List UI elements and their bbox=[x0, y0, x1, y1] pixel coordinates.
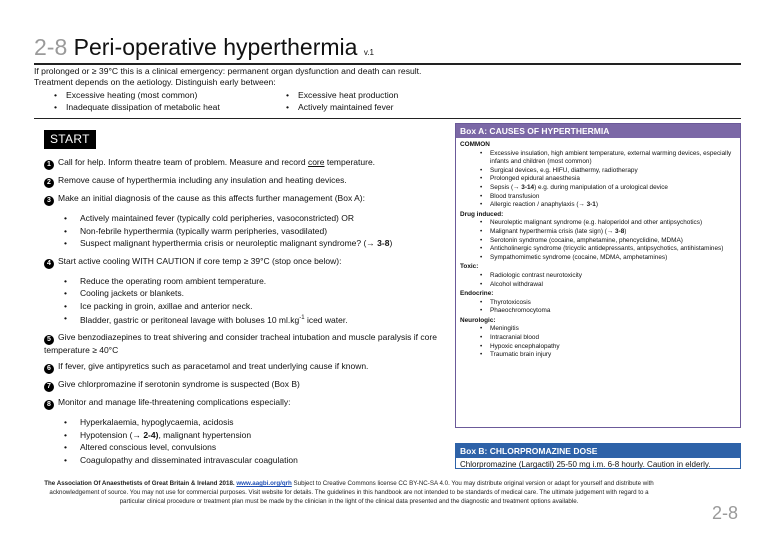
title-text: Peri-operative hyperthermia bbox=[73, 34, 358, 60]
list-item: • Suspect malignant hyperthermia crisis or neuroleptic malignant syndrome? (→ 3-8) bbox=[64, 237, 444, 250]
list-item: • Hypotension (→ 2-4), malignant hypertension bbox=[64, 429, 444, 442]
box-b-body: Chlorpromazine (Largactil) 25-50 mg i.m. 6-8 hourly. Caution in elderly. bbox=[460, 460, 711, 469]
list-item: • Meningitis bbox=[480, 325, 736, 334]
start-label: START bbox=[44, 130, 96, 149]
list-item: • Actively maintained fever (typically cold peripheries, vasoconstricted) OR bbox=[64, 212, 444, 225]
step-number-badge: 1 bbox=[44, 160, 54, 170]
steps-list bbox=[44, 157, 444, 472]
footer-text: Subject to Creative Commons license CC BY-NC-SA 4.0. You may distribute original version or adapt for yourself and distribute with acknowledgement of source. You may not use for commercial purposes. Visit website for details. The guidelines in this handbook are not intended to be standards of medical care. The ultimate judgement with regard to a particular clinical procedure or treatment plan must be made by the clinician in the light of the clinical data presented and the diagnostic and treatment options available. bbox=[49, 480, 654, 505]
box-b-header: Box B: CHLORPROMAZINE DOSE bbox=[456, 444, 740, 458]
intro-line-1: If prolonged or ≥ 39°C this is a clinical emergency: permanent organ dysfunction and death can result. bbox=[34, 66, 422, 76]
step-4: 4 Start active cooling WITH CAUTION if core temp ≥ 39°C (stop once below): • Reduce the operating room ambient temperature. • Cooling jackets or blankets. • Ice packing in groin, axillae and anterior neck. • Bladder, gastric or peritoneal lavage with boluses 10 $ml.kg^{-1}$ iced water. bbox=[44, 256, 444, 327]
step-2: 2 Remove cause of hyperthermia including any insulation and heating devices. bbox=[44, 175, 444, 188]
intro-line-2: Treatment depends on the aetiology. Distinguish early between: bbox=[34, 77, 276, 87]
step-number-badge: 6 bbox=[44, 364, 54, 374]
box-a-body bbox=[456, 138, 740, 362]
step-7: 7 Give chlorpromazine if serotonin syndrome is suspected (Box B) bbox=[44, 379, 444, 392]
list-item: • Intracranial blood bbox=[480, 334, 736, 343]
footer-link[interactable]: www.aagbi.org/qrh bbox=[236, 480, 292, 487]
list-item: • Sympathomimetic syndrome (cocaine, MDMA, amphetamines) bbox=[480, 254, 736, 263]
list-item: • Surgical devices, e.g. HIFU, diathermy, radiotherapy bbox=[480, 167, 736, 176]
list-item: • Hypoxic encephalopathy bbox=[480, 343, 736, 352]
box-a-causes bbox=[455, 123, 741, 428]
page-title bbox=[34, 34, 374, 66]
title-number: 2-8 bbox=[34, 34, 68, 60]
step-number-badge: 4 bbox=[44, 259, 54, 269]
list-item: • Malignant hyperthermia crisis (late sign) (→ 3-8) bbox=[480, 228, 736, 237]
box-b-dose bbox=[455, 443, 741, 469]
list-item: • Sepsis (→ 3-14) e.g. during manipulation of a urological device bbox=[480, 184, 736, 193]
list-item: • Non-febrile hyperthermia (typically warm peripheries, vasodilated) bbox=[64, 225, 444, 238]
category-label: Endocrine: bbox=[460, 290, 494, 298]
intro-bullets bbox=[54, 89, 741, 113]
category-label: Neurologic: bbox=[460, 316, 496, 324]
step-8: 8 Monitor and manage life-threatening complications especially: • Hyperkalaemia, hypoglycaemia, acidosis • Hypotension (→ 2-4), malignant hypertension • Altered conscious level, convulsions • Coagulopathy and disseminated intravascular coagulation bbox=[44, 397, 444, 466]
list-item: • Thyrotoxicosis bbox=[480, 299, 736, 308]
intro-bullet: • Inadequate dissipation of metabolic heat bbox=[54, 101, 286, 113]
step-6: 6 If fever, give antipyretics such as paracetamol and treat underlying cause if known. bbox=[44, 361, 444, 374]
list-item: • Radiologic contrast neurotoxicity bbox=[480, 272, 736, 281]
category-label: Drug induced: bbox=[460, 210, 504, 218]
list-item: • Anticholinergic syndrome (tricyclic antidepressants, antipsychotics, antihistamines) bbox=[480, 245, 736, 254]
list-item: • Bladder, gastric or peritoneal lavage with boluses 10 $ml.kg^{-1}$ iced water. bbox=[64, 312, 444, 326]
footer-org: The Association Of Anaesthetists of Great Britain & Ireland 2018. bbox=[44, 480, 235, 487]
intro-divider bbox=[34, 118, 741, 119]
list-item: • Serotonin syndrome (cocaine, amphetamine, phencyclidine, MDMA) bbox=[480, 237, 736, 246]
step-number-badge: 3 bbox=[44, 196, 54, 206]
category-label: COMMON bbox=[460, 141, 490, 148]
step-8-bullets bbox=[64, 416, 444, 466]
intro-bullet: • Actively maintained fever bbox=[286, 101, 518, 113]
step-4-bullets bbox=[64, 275, 444, 327]
list-item: • Traumatic brain injury bbox=[480, 351, 736, 360]
step-5: 5 Give benzodiazepines to treat shivering and consider tracheal intubation and muscle paralysis if core temperature ≥ 40°C bbox=[44, 332, 437, 356]
step-number-badge: 7 bbox=[44, 382, 54, 392]
step-3-bullets bbox=[64, 212, 444, 250]
step-1: 1 Call for help. Inform theatre team of problem. Measure and record core temperature. bbox=[44, 157, 444, 170]
list-item: • Hyperkalaemia, hypoglycaemia, acidosis bbox=[64, 416, 444, 429]
intro-bullet: • Excessive heating (most common) bbox=[54, 89, 286, 101]
intro-section bbox=[34, 66, 741, 113]
list-item: • Coagulopathy and disseminated intravascular coagulation bbox=[64, 454, 444, 467]
page-number: 2-8 bbox=[712, 503, 739, 523]
step-number-badge: 2 bbox=[44, 178, 54, 188]
title-divider bbox=[34, 63, 741, 65]
list-item: • Ice packing in groin, axillae and anterior neck. bbox=[64, 300, 444, 313]
list-item: • Allergic reaction / anaphylaxis (→ 3-1) bbox=[480, 201, 736, 210]
category-label: Toxic: bbox=[460, 263, 479, 271]
list-item: • Cooling jackets or blankets. bbox=[64, 287, 444, 300]
title-version: v.1 bbox=[363, 48, 374, 57]
step-3: 3 Make an initial diagnosis of the cause as this affects further management (Box A): • Actively maintained fever (typically cold peripheries, vasoconstricted) OR • Non-febrile hyperthermia (typically warm peripheries, vasodilated) • Suspect malignant hyperthermia crisis or neuroleptic malignant syndrome? (→ 3-8) bbox=[44, 193, 444, 250]
box-a-header: Box A: CAUSES OF HYPERTHERMIA bbox=[456, 124, 740, 138]
list-item: • Excessive insulation, high ambient temperature, external warming devices, especially infants and children (most common) bbox=[480, 150, 736, 167]
footer-license bbox=[44, 479, 654, 506]
step-number-badge: 8 bbox=[44, 400, 54, 410]
list-item: • Prolonged epidural anaesthesia bbox=[480, 175, 736, 184]
list-item: • Reduce the operating room ambient temperature. bbox=[64, 275, 444, 288]
list-item: • Altered conscious level, convulsions bbox=[64, 441, 444, 454]
list-item: • Blood transfusion bbox=[480, 193, 736, 202]
step-number-badge: 5 bbox=[44, 335, 54, 345]
intro-bullet: • Excessive heat production bbox=[286, 89, 518, 101]
list-item: • Phaeochromocytoma bbox=[480, 307, 736, 316]
list-item: • Neuroleptic malignant syndrome (e.g. haloperidol and other antipsychotics) bbox=[480, 219, 736, 228]
list-item: • Alcohol withdrawal bbox=[480, 281, 736, 290]
